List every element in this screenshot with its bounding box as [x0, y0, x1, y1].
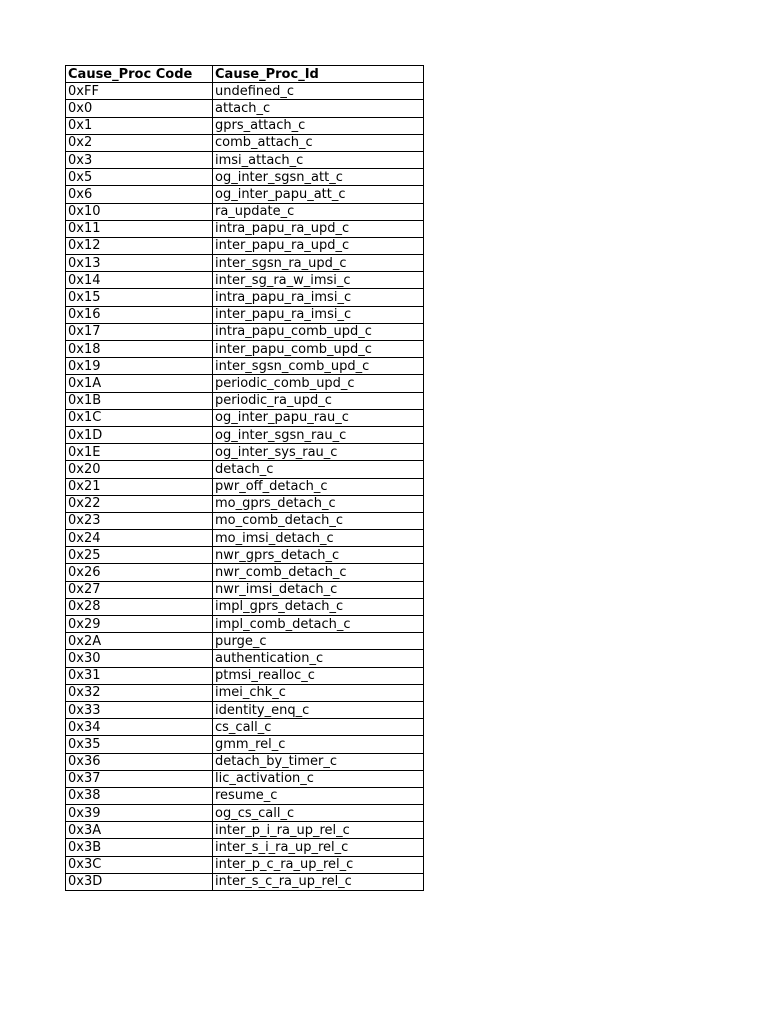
table-row	[66, 787, 424, 804]
table-row	[66, 530, 424, 547]
table-row	[66, 770, 424, 787]
cause-proc-code-cell: 0x1E	[66, 444, 213, 461]
table-row	[66, 512, 424, 529]
cause-proc-code-cell: 0x27	[66, 581, 213, 598]
cause-proc-code-cell: 0x22	[66, 495, 213, 512]
table-row	[66, 461, 424, 478]
table-row	[66, 169, 424, 186]
table-row	[66, 478, 424, 495]
cause-proc-code-cell: 0x35	[66, 736, 213, 753]
header-cause-proc-code: Cause_Proc Code	[66, 66, 213, 83]
cause-proc-code-cell: 0x10	[66, 203, 213, 220]
cause-proc-code-cell: 0x29	[66, 616, 213, 633]
cause-proc-code-cell: 0x34	[66, 719, 213, 736]
table-row	[66, 650, 424, 667]
cause-proc-code-cell: 0x31	[66, 667, 213, 684]
table-row	[66, 684, 424, 701]
table-row	[66, 272, 424, 289]
cause-proc-id-cell: purge_c	[213, 633, 424, 650]
cause-proc-code-cell: 0x1D	[66, 426, 213, 443]
cause-proc-code-cell: 0x2	[66, 134, 213, 151]
cause-proc-id-cell: mo_gprs_detach_c	[213, 495, 424, 512]
table-row	[66, 598, 424, 615]
table-row	[66, 701, 424, 718]
cause-proc-id-cell: intra_papu_ra_imsi_c	[213, 289, 424, 306]
table-body	[66, 83, 424, 891]
cause-proc-id-cell: inter_papu_comb_upd_c	[213, 341, 424, 358]
cause-proc-id-cell: periodic_comb_upd_c	[213, 375, 424, 392]
cause-proc-code-cell: 0x17	[66, 323, 213, 340]
cause-proc-code-cell: 0x28	[66, 598, 213, 615]
cause-proc-code-cell: 0x1A	[66, 375, 213, 392]
cause-proc-code-cell: 0x12	[66, 237, 213, 254]
cause-proc-id-cell: ptmsi_realloc_c	[213, 667, 424, 684]
cause-proc-code-cell: 0x3B	[66, 839, 213, 856]
table-row	[66, 444, 424, 461]
table-row	[66, 616, 424, 633]
cause-proc-code-cell: 0x0	[66, 100, 213, 117]
cause-proc-id-cell: mo_imsi_detach_c	[213, 530, 424, 547]
cause-proc-id-cell: cs_call_c	[213, 719, 424, 736]
table-row	[66, 323, 424, 340]
table-row	[66, 83, 424, 100]
table-row	[66, 719, 424, 736]
cause-proc-id-cell: undefined_c	[213, 83, 424, 100]
cause-proc-id-cell: ra_update_c	[213, 203, 424, 220]
table-row	[66, 856, 424, 873]
table-row	[66, 186, 424, 203]
cause-proc-code-cell: 0x26	[66, 564, 213, 581]
table-row	[66, 564, 424, 581]
cause-proc-code-cell: 0x3C	[66, 856, 213, 873]
cause-proc-id-cell: inter_s_c_ra_up_rel_c	[213, 873, 424, 890]
cause-proc-id-cell: inter_papu_ra_imsi_c	[213, 306, 424, 323]
cause-proc-code-cell: 0x3	[66, 151, 213, 168]
cause-proc-code-cell: 0x33	[66, 701, 213, 718]
cause-proc-id-cell: imei_chk_c	[213, 684, 424, 701]
cause-proc-id-cell: og_inter_sys_rau_c	[213, 444, 424, 461]
cause-proc-code-cell: 0x1B	[66, 392, 213, 409]
cause-proc-id-cell: resume_c	[213, 787, 424, 804]
table-row	[66, 151, 424, 168]
cause-proc-code-cell: 0x16	[66, 306, 213, 323]
cause-proc-id-cell: comb_attach_c	[213, 134, 424, 151]
cause-proc-id-cell: pwr_off_detach_c	[213, 478, 424, 495]
table-row	[66, 581, 424, 598]
cause-proc-code-cell: 0x36	[66, 753, 213, 770]
table-row	[66, 289, 424, 306]
table-row	[66, 237, 424, 254]
table-row	[66, 409, 424, 426]
cause-proc-code-cell: 0x20	[66, 461, 213, 478]
cause-proc-code-cell: 0x25	[66, 547, 213, 564]
cause-proc-id-cell: intra_papu_comb_upd_c	[213, 323, 424, 340]
cause-proc-id-cell: inter_sg_ra_w_imsi_c	[213, 272, 424, 289]
table-row	[66, 736, 424, 753]
cause-proc-code-cell: 0x15	[66, 289, 213, 306]
cause-proc-code-cell: 0x32	[66, 684, 213, 701]
cause-proc-code-cell: 0x14	[66, 272, 213, 289]
cause-proc-code-cell: 0x19	[66, 358, 213, 375]
cause-proc-id-cell: inter_p_c_ra_up_rel_c	[213, 856, 424, 873]
cause-proc-code-cell: 0x3A	[66, 822, 213, 839]
table-row	[66, 341, 424, 358]
cause-proc-id-cell: inter_sgsn_comb_upd_c	[213, 358, 424, 375]
table-row	[66, 805, 424, 822]
cause-proc-code-cell: 0x30	[66, 650, 213, 667]
table-row	[66, 255, 424, 272]
cause-proc-code-cell: 0x2A	[66, 633, 213, 650]
cause-proc-id-cell: og_inter_papu_att_c	[213, 186, 424, 203]
cause-proc-id-cell: lic_activation_c	[213, 770, 424, 787]
cause-proc-id-cell: authentication_c	[213, 650, 424, 667]
cause-proc-id-cell: og_inter_papu_rau_c	[213, 409, 424, 426]
cause-proc-id-cell: og_inter_sgsn_rau_c	[213, 426, 424, 443]
table-row	[66, 753, 424, 770]
cause-proc-code-cell: 0x39	[66, 805, 213, 822]
cause-proc-id-cell: inter_papu_ra_upd_c	[213, 237, 424, 254]
cause-proc-id-cell: gmm_rel_c	[213, 736, 424, 753]
cause-proc-id-cell: impl_gprs_detach_c	[213, 598, 424, 615]
cause-proc-code-cell: 0x38	[66, 787, 213, 804]
cause-proc-id-cell: imsi_attach_c	[213, 151, 424, 168]
cause-proc-code-cell: 0x11	[66, 220, 213, 237]
cause-proc-id-cell: detach_by_timer_c	[213, 753, 424, 770]
cause-proc-id-cell: identity_enq_c	[213, 701, 424, 718]
cause-proc-id-cell: impl_comb_detach_c	[213, 616, 424, 633]
cause-proc-id-cell: gprs_attach_c	[213, 117, 424, 134]
table-row	[66, 667, 424, 684]
cause-proc-code-cell: 0x6	[66, 186, 213, 203]
table-row	[66, 220, 424, 237]
table-row	[66, 547, 424, 564]
cause-proc-id-cell: nwr_comb_detach_c	[213, 564, 424, 581]
cause-proc-code-cell: 0x1	[66, 117, 213, 134]
cause-proc-id-cell: periodic_ra_upd_c	[213, 392, 424, 409]
cause-proc-id-cell: attach_c	[213, 100, 424, 117]
cause-proc-code-cell: 0x5	[66, 169, 213, 186]
table-header-row	[66, 66, 424, 83]
cause-proc-id-cell: nwr_imsi_detach_c	[213, 581, 424, 598]
table-row	[66, 117, 424, 134]
cause-proc-id-cell: inter_s_i_ra_up_rel_c	[213, 839, 424, 856]
cause-proc-code-cell: 0x13	[66, 255, 213, 272]
cause-proc-id-cell: inter_sgsn_ra_upd_c	[213, 255, 424, 272]
cause-proc-code-cell: 0x18	[66, 341, 213, 358]
table-row	[66, 358, 424, 375]
cause-proc-id-cell: og_inter_sgsn_att_c	[213, 169, 424, 186]
table-row	[66, 100, 424, 117]
cause-proc-code-cell: 0x1C	[66, 409, 213, 426]
cause-proc-id-cell: detach_c	[213, 461, 424, 478]
table-row	[66, 134, 424, 151]
cause-proc-id-cell: intra_papu_ra_upd_c	[213, 220, 424, 237]
cause-proc-table	[65, 65, 424, 891]
table-row	[66, 375, 424, 392]
cause-proc-code-cell: 0x24	[66, 530, 213, 547]
cause-proc-id-cell: og_cs_call_c	[213, 805, 424, 822]
cause-proc-code-cell: 0x37	[66, 770, 213, 787]
cause-proc-code-cell: 0x23	[66, 512, 213, 529]
table-row	[66, 495, 424, 512]
table-row	[66, 839, 424, 856]
cause-proc-id-cell: nwr_gprs_detach_c	[213, 547, 424, 564]
table-row	[66, 203, 424, 220]
cause-proc-id-cell: inter_p_i_ra_up_rel_c	[213, 822, 424, 839]
cause-proc-code-cell: 0x21	[66, 478, 213, 495]
cause-proc-code-cell: 0x3D	[66, 873, 213, 890]
table-row	[66, 392, 424, 409]
cause-proc-id-cell: mo_comb_detach_c	[213, 512, 424, 529]
table-row	[66, 426, 424, 443]
header-cause-proc-id: Cause_Proc_Id	[213, 66, 424, 83]
table-row	[66, 873, 424, 890]
table-row	[66, 822, 424, 839]
cause-proc-code-cell: 0xFF	[66, 83, 213, 100]
table-row	[66, 306, 424, 323]
table-row	[66, 633, 424, 650]
